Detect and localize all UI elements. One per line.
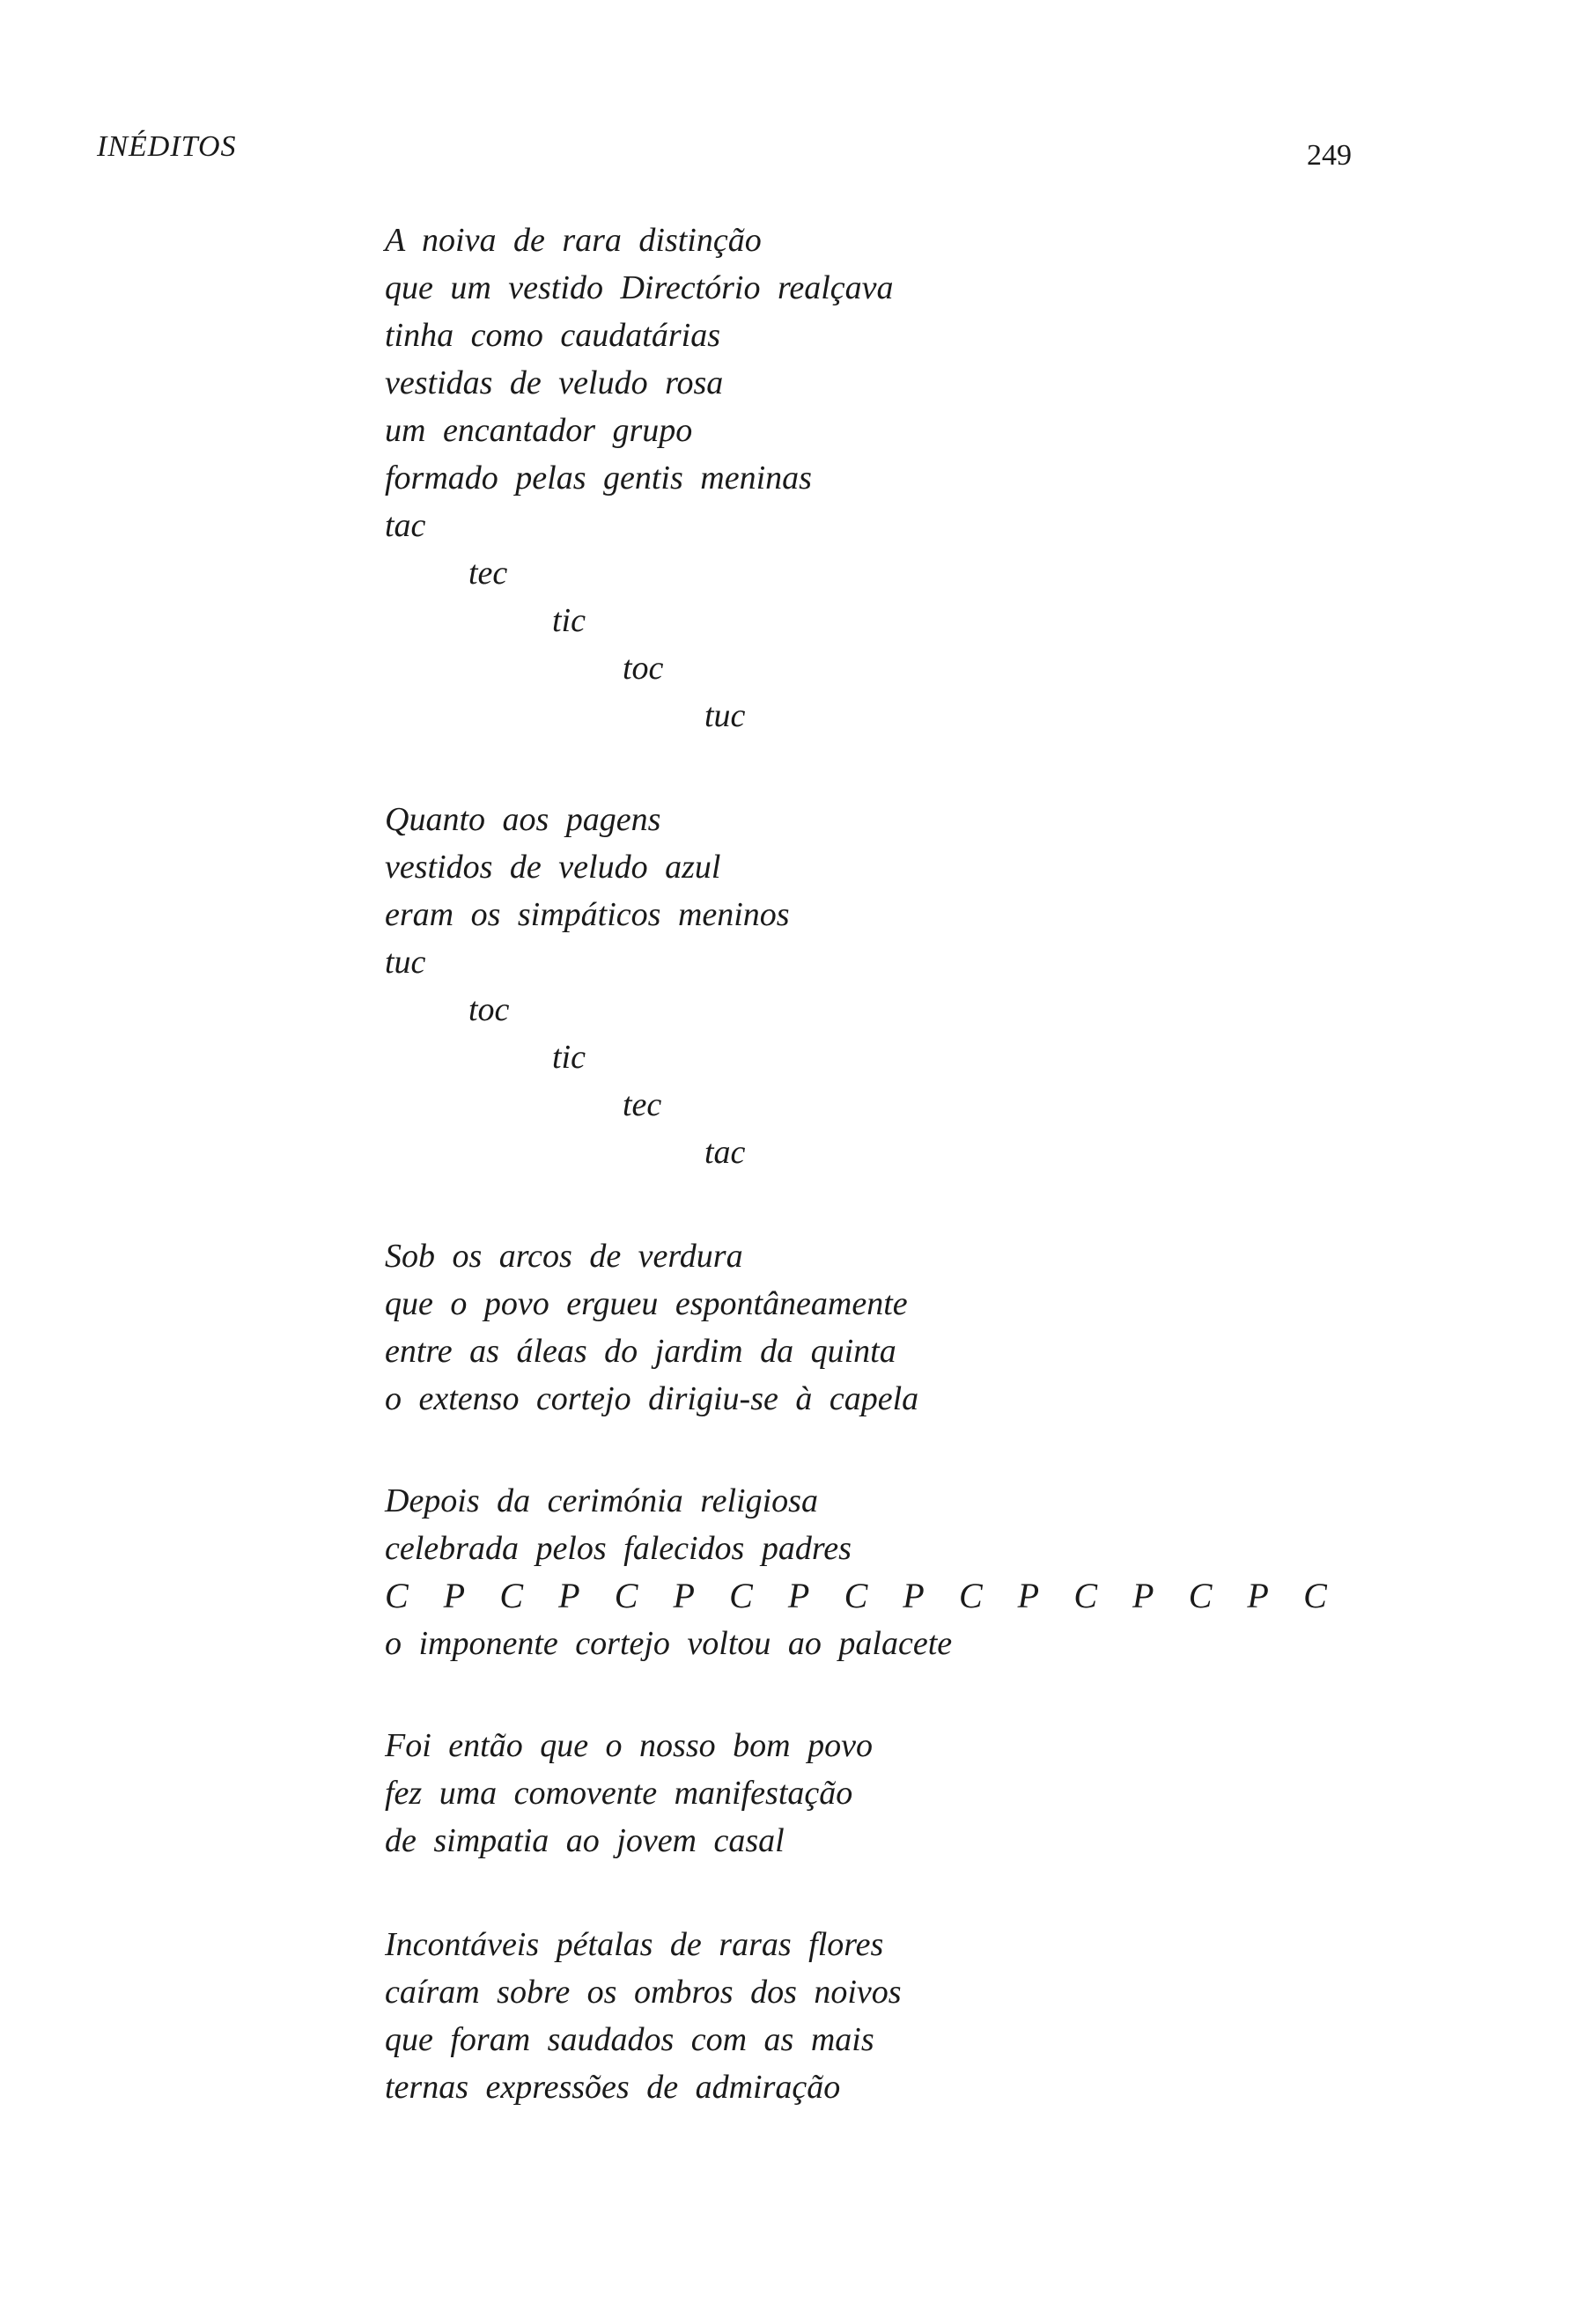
poem-line-toc: toc [468, 991, 510, 1028]
poem-line: fez uma comovente manifestação [385, 1775, 853, 1812]
stanza-divider [385, 1864, 1530, 1921]
poem-line: eram os simpáticos meninos [385, 896, 790, 933]
stanza-divider [385, 1667, 1530, 1722]
stanza-6 [385, 1921, 1530, 2111]
poem-line: o imponente cortejo voltou ao palacete [385, 1625, 953, 1662]
poem-line: o extenso cortejo dirigiu-se à capela [385, 1380, 919, 1417]
poem-line: tinha como caudatárias [385, 317, 720, 354]
poem-line: entre as áleas do jardim da quinta [385, 1333, 896, 1370]
poem-line: vestidos de veludo azul [385, 849, 721, 886]
page-number: 249 [1307, 139, 1352, 172]
poem-line: Incontáveis pétalas de raras flores [385, 1926, 884, 1963]
poem-line: caíram sobre os ombros dos noivos [385, 1974, 902, 2011]
poem-line: vestidas de veludo rosa [385, 364, 724, 401]
stanza-3 [385, 1232, 1530, 1423]
stanza-2 [385, 796, 1530, 1176]
poem-line: que o povo ergueu espontâneamente [385, 1285, 908, 1322]
stanza-1 [385, 217, 1530, 739]
stanza-divider [385, 1423, 1530, 1477]
stanza-5 [385, 1722, 1530, 1864]
stanza-divider [385, 1176, 1530, 1232]
poem-line: de simpatia ao jovem casal [385, 1822, 785, 1859]
poem-line: celebrada pelos falecidos padres [385, 1530, 852, 1567]
poem-line-cp-sequence: C P C P C P C P C P C P C P C P C [385, 1576, 1336, 1615]
poem-line-tuc: tuc [385, 944, 426, 981]
poem-line: Depois da cerimónia religiosa [385, 1482, 818, 1519]
poem-line: formado pelas gentis meninas [385, 460, 812, 496]
poem-line-tac: tac [704, 1134, 746, 1171]
poem-line: Foi então que o nosso bom povo [385, 1727, 873, 1764]
poem-line: ternas expressões de admiração [385, 2069, 841, 2106]
poem-line-tac: tac [385, 507, 426, 544]
poem-line: Quanto aos pagens [385, 801, 661, 838]
poem-line-tuc: tuc [704, 697, 746, 734]
stanza-divider [385, 739, 1530, 796]
poem-line: A noiva de rara distinção [385, 222, 762, 259]
running-head: INÉDITOS [97, 130, 237, 163]
poem-line-toc: toc [623, 650, 664, 687]
poem-line-tec: tec [468, 555, 508, 592]
poem-line: Sob os arcos de verdura [385, 1238, 743, 1275]
poem-line-tic: tic [552, 602, 586, 639]
poem-line-tic: tic [552, 1039, 586, 1076]
poem-line: que foram saudados com as mais [385, 2021, 874, 2058]
poem-line-tec: tec [623, 1086, 662, 1123]
poem [385, 217, 1530, 2111]
stanza-4 [385, 1477, 1530, 1667]
poem-line: que um vestido Directório realçava [385, 269, 894, 306]
poem-line: um encantador grupo [385, 412, 693, 449]
